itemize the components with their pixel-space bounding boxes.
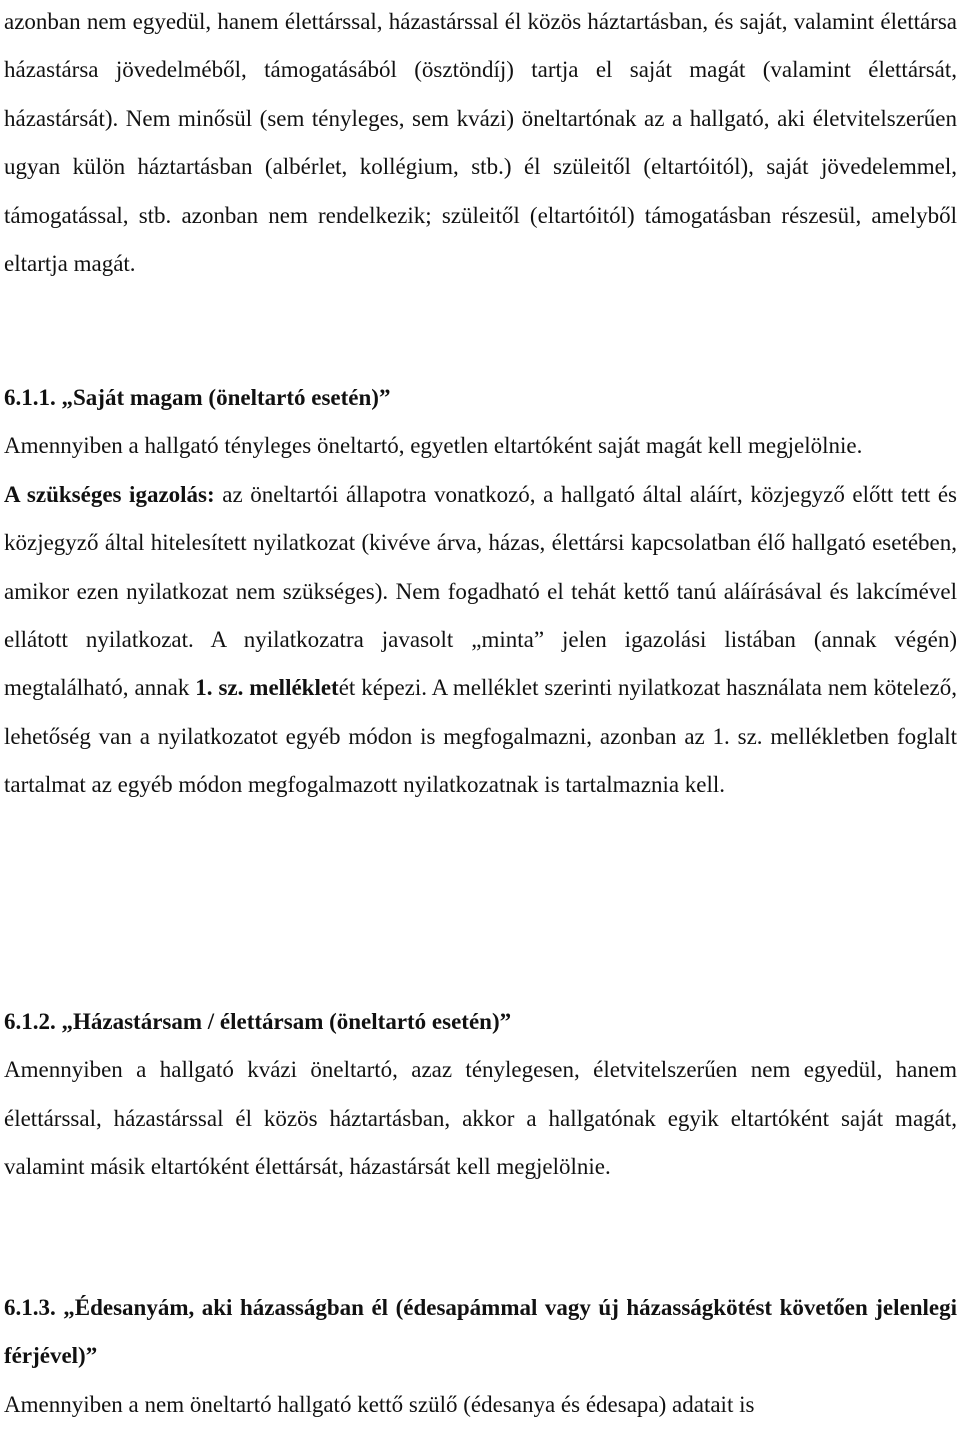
- section-6-1-2-body: Amennyiben a hallgató kvázi öneltartó, azaz ténylegesen, életvitelszerűen nem egyedül, hanem élettárssal, házastárssal él közös háztartásban, akkor a hallgatónak egyik eltartóként saját magát, valamint másik eltartóként élettársát, házastársát kell megjelölnie.: [4, 1057, 957, 1180]
- section-6-1-3-body: Amennyiben a nem öneltartó hallgató kettő szülő (édesanya és édesapa) adatait is: [4, 1391, 755, 1417]
- proof-label: A szükséges igazolás:: [4, 481, 215, 507]
- section-6-1-3: [4, 1284, 957, 1429]
- annex-number: 1. sz.: [195, 675, 244, 701]
- intro-section: [4, 0, 957, 288]
- section-6-1-1-body: Amennyiben a hallgató tényleges öneltartó, egyetlen eltartóként saját magát kell megjelölnie.: [4, 433, 863, 459]
- annex-word: melléklet: [243, 675, 339, 701]
- section-6-1-2-heading: 6.1.2. „Házastársam / élettársam (öneltartó esetén)”: [4, 1009, 512, 1034]
- section-6-1-3-heading: 6.1.3. „Édesanyám, aki házasságban él (édesapámmal vagy új házasságkötést követően jelenlegi férjével)”: [4, 1295, 957, 1369]
- section-6-1-2: [4, 998, 957, 1192]
- proof-text-1: az öneltartói állapotra vonatkozó, a hallgató által aláírt, közjegyző előtt tett és közjegyző által hitelesített nyilatkozat (kivéve árva, házas, élettársi kapcsolatban élő hallgató esetében, amikor ezen nyilatkozat nem szükséges). Nem fogadható el tehát kettő tanú aláírásával és lakcímével ellátott nyilatkozat. A nyilatkozatra javasolt „minta” jelen igazolási listában (annak végén) megtalálható, annak: [4, 481, 958, 701]
- section-6-1-1-heading: 6.1.1. „Saját magam (öneltartó esetén)”: [4, 385, 391, 410]
- section-6-1-1: [4, 374, 957, 810]
- proof-text-2: ét képezi. A melléklet szerinti nyilatkozat használata nem kötelező, lehetőség van a nyilatkozatot egyéb módon is megfogalmazni, azonban az 1. sz. mellékletben foglalt tartalmat az egyéb módon megfogalmazott nyilatkozatnak is tartalmaznia kell.: [4, 675, 957, 798]
- section-6-1-1-proof: [4, 471, 957, 810]
- intro-paragraph: azonban nem egyedül, hanem élettárssal, házastárssal él közös háztartásban, és saját, valamint élettársa házastársa jövedelméből, támogatásából (ösztöndíj) tartja el saját magát (valamint élettársát, házastársát). Nem minősül (sem tényleges, sem kvázi) öneltartónak az a hallgató, aki életvitelszerűen ugyan külön háztartásban (albérlet, kollégium, stb.) él szüleitől (eltartóitól), saját jövedelemmel, támogatással, stb. azonban nem rendelkezik; szüleitől (eltartóitól) támogatásban részesül, amelyből eltartja magát.: [4, 9, 957, 277]
